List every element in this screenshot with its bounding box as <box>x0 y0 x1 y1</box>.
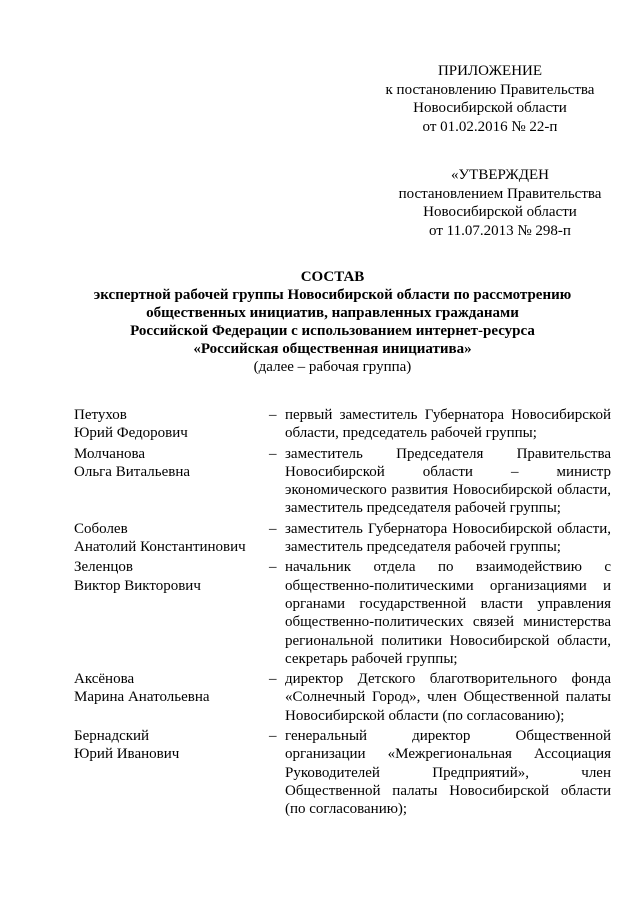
approval-title: «УТВЕРЖДЕН <box>451 167 549 183</box>
member-name <box>74 558 269 668</box>
member-name <box>74 520 269 557</box>
document-heading <box>60 268 605 376</box>
member-row <box>74 558 614 668</box>
member-name <box>74 727 269 818</box>
member-position: заместитель Губернатора Новосибирской области, заместитель председателя рабочей группы; <box>285 520 611 556</box>
member-surname: Бернадский <box>74 728 150 745</box>
member-row <box>74 445 614 518</box>
heading-line: экспертной рабочей группы Новосибирской области по рассмотрению <box>93 287 572 303</box>
member-name <box>74 445 269 518</box>
members-list <box>74 406 614 821</box>
member-position: генеральный директор Общественной организации «Межрегиональная Ассоциация Руководителей Предприятий», член Общественной палаты Новосибирской области (по согласованию); <box>285 728 611 818</box>
member-dash: – <box>269 445 277 462</box>
member-surname: Молчанова <box>74 445 146 462</box>
appendix-line: Новосибирской области <box>413 100 567 116</box>
heading-line: общественных инициатив, направленных гражданами <box>146 305 519 321</box>
member-given-name: Ольга Витальевна <box>74 463 191 480</box>
member-dash: – <box>269 520 277 537</box>
member-given-name: Юрий Иванович <box>74 746 180 763</box>
member-position: первый заместитель Губернатора Новосибирской области, председатель рабочей группы; <box>285 407 611 442</box>
member-name <box>74 670 269 725</box>
heading-line: Российской Федерации с использованием интернет-ресурса <box>130 323 535 339</box>
member-dash: – <box>269 671 277 688</box>
member-surname: Аксёнова <box>74 671 135 688</box>
member-surname: Зеленцов <box>74 559 133 576</box>
heading-line: «Российская общественная инициатива» <box>193 341 472 357</box>
member-surname: Петухов <box>74 407 127 423</box>
member-position: начальник отдела по взаимодействию с общественно-политическими организациями и органами государственной власти управления общественно-политических связей министерства региональной политики Новосибирской области, секретарь рабочей группы; <box>285 559 611 667</box>
member-dash: – <box>269 728 277 745</box>
member-dash: – <box>269 407 277 423</box>
member-given-name: Виктор Викторович <box>74 577 201 594</box>
member-row <box>74 520 614 557</box>
member-given-name: Марина Анатольевна <box>74 689 210 706</box>
member-surname: Соболев <box>74 520 128 537</box>
heading-note: (далее – рабочая группа) <box>253 359 412 375</box>
member-row <box>74 406 614 443</box>
appendix-title: ПРИЛОЖЕНИЕ <box>437 63 543 79</box>
approval-line: Новосибирской области <box>423 204 577 220</box>
approval-line: постановлением Правительства <box>398 185 602 202</box>
member-row <box>74 670 614 725</box>
member-dash: – <box>269 559 277 576</box>
appendix-block <box>380 62 600 136</box>
appendix-line: к постановлению Правительства <box>385 81 595 98</box>
approval-date: от 11.07.2013 № 298-п <box>429 222 571 239</box>
member-position: директор Детского благотворительного фонда «Солнечный Город», член Общественной палаты Новосибирской области (по согласованию); <box>285 671 611 724</box>
member-given-name: Юрий Федорович <box>74 425 188 442</box>
member-name <box>74 406 269 443</box>
member-given-name: Анатолий Константинович <box>74 539 246 556</box>
member-position: заместитель Председателя Правительства Новосибирской области – министр экономического развития Новосибирской области, заместитель председателя рабочей группы; <box>285 445 611 517</box>
heading-title: СОСТАВ <box>300 269 365 285</box>
member-row <box>74 727 614 818</box>
approval-block <box>380 166 620 240</box>
appendix-date: от 01.02.2016 № 22-п <box>422 118 558 135</box>
